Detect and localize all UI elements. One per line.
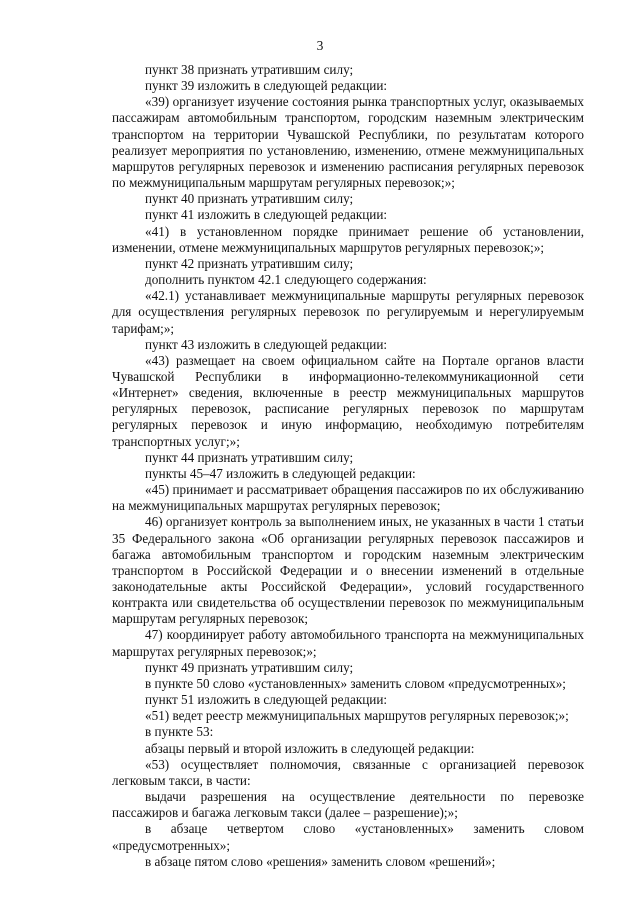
page-number: 3 — [316, 38, 324, 53]
paragraph: «45) принимает и рассматривает обращения пассажиров по их обслуживанию на межмуниципальных маршрутах регулярных перевозок; — [112, 482, 584, 514]
paragraph: в абзаце четвертом слово «установленных» заменить словом «предусмотренных»; — [112, 821, 584, 853]
paragraph: «51) ведет реестр межмуниципальных маршрутов регулярных перевозок;»; — [145, 708, 569, 724]
paragraph: 46) организует контроль за выполнением иных, не указанных в части 1 статьи 35 Федерального закона «Об организации регулярных перевозок пассажиров и багажа автомобильным транспортом и городским наземным электрическим транспортом в Российской Федерации и о внесении изменений в отдельные законодательные акты Российской Федерации», условий государственного контракта или свидетельства об осуществлении перевозок по межмуниципальным маршрутам регулярных перевозок; — [112, 514, 584, 627]
document-body — [112, 62, 584, 870]
paragraph: в пункте 50 слово «установленных» заменить словом «предусмотренных»; — [145, 675, 566, 691]
paragraph: «43) размещает на своем официальном сайте на Портале органов власти Чувашской Республики в информационно-телекоммуникационной сети «Интернет» сведения, включенные в реестр межмуниципальных маршрутов регулярных перевозок, расписание регулярных перевозок по маршрутам регулярных перевозок и иную информацию, необходимую потребителям транспортных услуг;»; — [112, 352, 584, 449]
paragraph: 47) координирует работу автомобильного транспорта на межмуниципальных маршрутах регулярных перевозок;»; — [112, 627, 584, 659]
paragraph: «42.1) устанавливает межмуниципальные маршруты регулярных перевозок для осуществления регулярных перевозок по регулируемым и нерегулируемым тарифам;»; — [112, 288, 584, 336]
paragraph: пункт 51 изложить в следующей редакции: — [145, 692, 388, 708]
paragraph: «41) в установленном порядке принимает решение об установлении, изменении, отмене межмуниципальных маршрутов регулярных перевозок;»; — [112, 223, 584, 255]
paragraph: пункты 45–47 изложить в следующей редакции: — [145, 465, 416, 481]
paragraph: пункт 42 признать утратившим силу; — [145, 255, 354, 271]
paragraph: пункт 38 признать утратившим силу; — [145, 62, 354, 77]
paragraph: «53) осуществляет полномочия, связанные с организацией перевозок легковым такси, в части: — [112, 756, 584, 788]
paragraph: пункт 49 признать утратившим силу; — [145, 659, 354, 675]
paragraph: в пункте 53: — [145, 724, 214, 740]
paragraph: пункт 40 признать утратившим силу; — [145, 191, 354, 207]
paragraph: выдачи разрешения на осуществление деятельности по перевозке пассажиров и багажа легковым такси (далее – разрешение);»; — [112, 789, 584, 821]
paragraph: абзацы первый и второй изложить в следующей редакции: — [145, 740, 475, 756]
paragraph: пункт 43 изложить в следующей редакции: — [145, 336, 388, 352]
paragraph: дополнить пунктом 42.1 следующего содержания: — [145, 272, 427, 288]
paragraph: пункт 39 изложить в следующей редакции: — [145, 78, 388, 94]
paragraph: пункт 41 изложить в следующей редакции: — [145, 207, 388, 223]
paragraph: в абзаце пятом слово «решения» заменить словом «решений»; — [145, 853, 496, 869]
paragraph: пункт 44 признать утратившим силу; — [145, 449, 354, 465]
paragraph: «39) организует изучение состояния рынка транспортных услуг, оказываемых пассажирам автомобильным транспортом, городским наземным электрическим транспортом на территории Чувашской Республики, по результатам которого реализует мероприятия по установлению, изменению, отмене межмуниципальных маршрутов регулярных перевозок и изменению расписания регулярных перевозок по межмуниципальным маршрутам регулярных перевозок;»; — [112, 94, 584, 191]
